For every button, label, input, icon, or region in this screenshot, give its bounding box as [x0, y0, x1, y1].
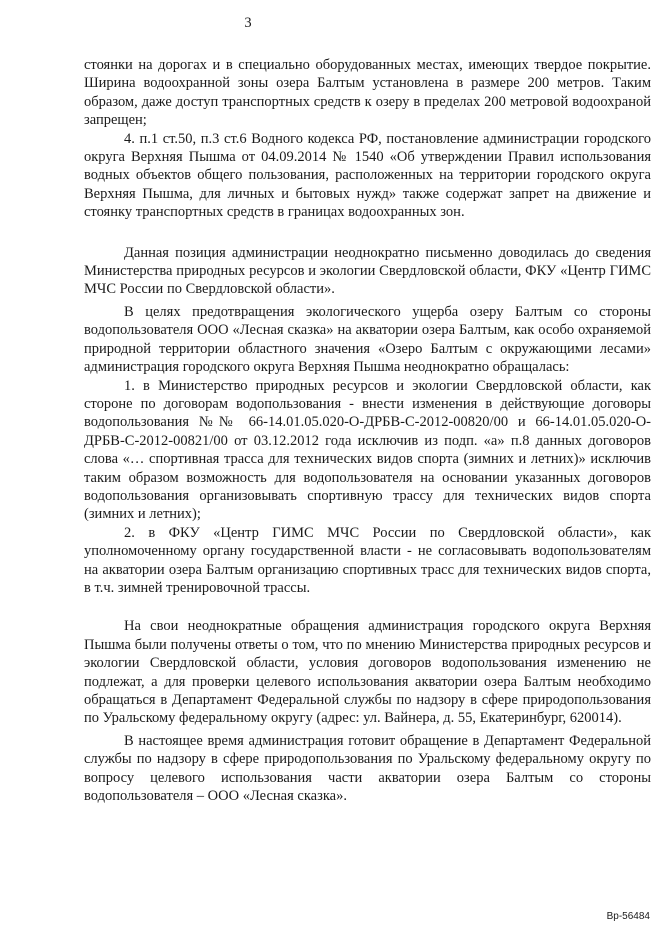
paragraph-item-4: 4. п.1 ст.50, п.3 ст.6 Водного кодекса РФ, постановление администрации городского округа Верхняя Пышма от 04.09.2014 № 1540 «Об утверждении Правил использования водных объектов общего пользования, расположенных на территории городского округа Верхняя Пышма, для личных и бытовых нужд» также содержат запрет на движение и стоянку транспортных средств в границах водоохранных зон.	[84, 130, 651, 221]
paragraph-item-2: 2. в ФКУ «Центр ГИМС МЧС России по Свердловской области», как уполномоченному органу государственной власти - не согласовывать водопользователям на акватории озера Балтым организацию спортивных трасс для технических видов спорта, в т.ч. зимней тренировочной трассы.	[84, 524, 651, 596]
paragraph-prevention: В целях предотвращения экологического ущерба озеру Балтым со стороны водопользователя ООО «Лесная сказка» на акватории озера Балтым, как особо охраняемой природной территории областного значения «Озеро Балтым с окружающими лесами» администрация городского округа Верхняя Пышма неоднократно обращалась:	[84, 303, 651, 376]
document-body	[84, 56, 651, 805]
document-code: Вр-56484	[606, 911, 650, 922]
page-number: 3	[244, 15, 252, 31]
paragraph-position: Данная позиция администрации неоднократно письменно доводилась до сведения Министерства природных ресурсов и экологии Свердловской области, ФКУ «Центр ГИМС МЧС России по Свердловской области».	[84, 244, 651, 298]
paragraph-item-1: 1. в Министерство природных ресурсов и экологии Свердловской области, как стороне по договорам водопользования - внести изменения в действующие договоры водопользования №№ 66-14.01.05.020-О-ДРБВ-С-2012-00820/00 и 66-14.01.05.020-О-ДРБВ-С-2012-00821/00 от 03.12.2012 года исключив из подп. «а» п.8 данных договоров слова «… спортивная трасса для технических видов спорта (зимних и летних)» исключив таким образом возможность для водопользователя на основании указанных договоров водопользования организовывать спортивную трассу для технических видов спорта (зимних и летних);	[84, 377, 651, 523]
paragraph-responses: На свои неоднократные обращения администрация городского округа Верхняя Пышма были получены ответы о том, что по мнению Министерства природных ресурсов и экологии Свердловской области, условия договоров водопользования изменению не подлежат, а для проверки целевого использования акватории озера Балтым необходимо обращаться в Департамент Федеральной службы по надзору в сфере природопользования по Уральскому федеральному округу (адрес: ул. Вайнера, д. 55, Екатеринбург, 620014).	[84, 618, 651, 727]
paragraph-continuation: стоянки на дорогах и в специально оборудованных местах, имеющих твердое покрытие. Ширина водоохранной зоны озера Балтым установлена в размере 200 метров. Таким образом, даже доступ транспортных средств к озеру в пределах 200 метровой водоохраной запрещен;	[84, 57, 651, 129]
document-page	[84, 0, 651, 940]
paragraph-current: В настоящее время администрация готовит обращение в Департамент Федеральной службы по надзору в сфере природопользования по Уральскому федеральному округу по вопросу целевого использования части акватории озера Балтым со стороны водопользователя – ООО «Лесная сказка».	[84, 732, 651, 805]
